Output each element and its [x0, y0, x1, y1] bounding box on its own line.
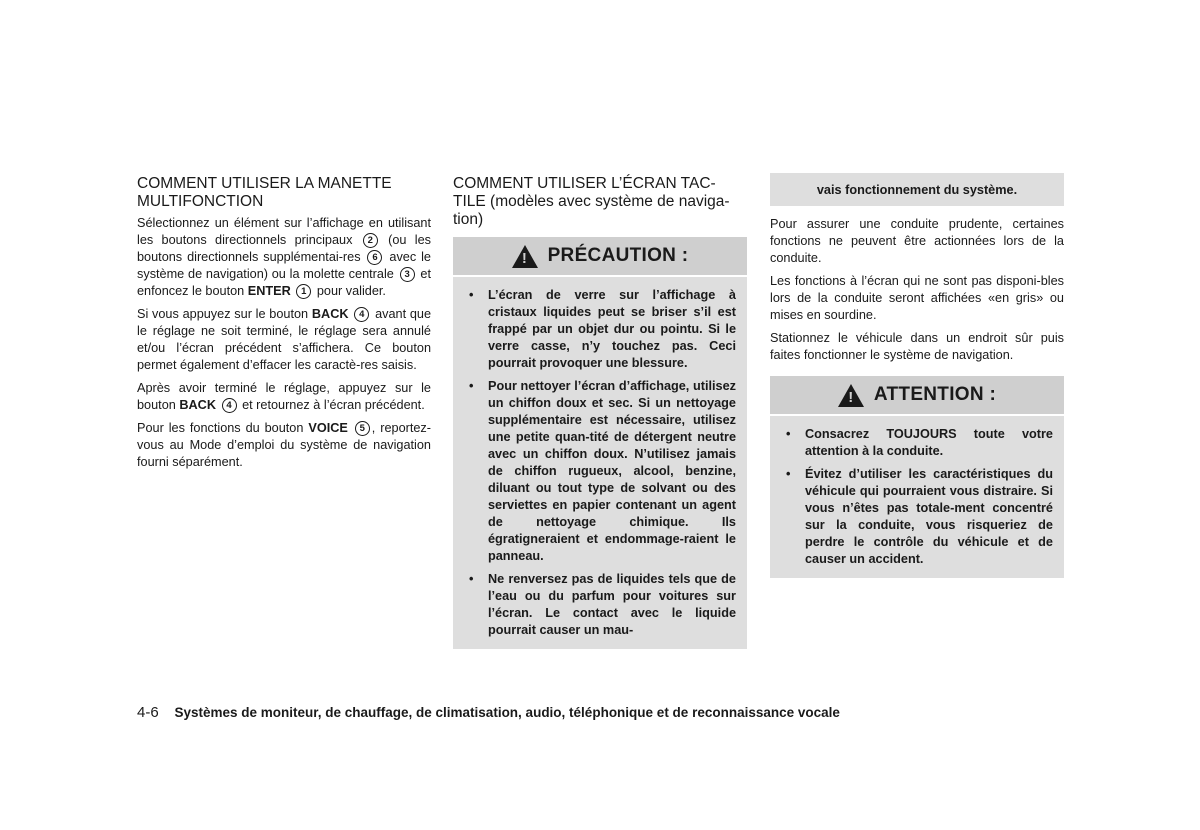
column-right — [770, 175, 1064, 578]
column-left — [137, 175, 431, 477]
callout-2-icon: 2 — [363, 233, 378, 248]
column-middle — [453, 175, 747, 649]
paragraph-unavailable: Les fonctions à l’écran qui ne sont pas disponi-bles lors de la conduite seront affichées «en gris» ou mises en sourdine. — [770, 274, 1064, 322]
text: , reportez-vous au Mode d’emploi du système de navigation fourni séparément. — [137, 421, 431, 469]
voice-label: VOICE — [308, 421, 348, 435]
warning-triangle-icon: ! — [838, 384, 864, 407]
precaution-box — [453, 277, 747, 649]
callout-1-icon: 1 — [296, 284, 311, 299]
precaution-continued: vais fonctionnement du système. — [770, 173, 1064, 206]
callout-5-icon: 5 — [355, 421, 370, 436]
text: avec le système de navigation) ou la molette centrale — [137, 250, 431, 281]
list-item: • Pour nettoyer l’écran d’affichage, utilisez un chiffon doux et sec. Si un nettoyage supplémentaire est nécessaire, utilisez une petite quan-tité de détergent neutre avec un chiffon doux. N’utilisez jamais de chiffon rugueux, alcool, benzine, diluant ou tout type de solvant ou des serviettes en papier contenant un agent de nettoyage chimique. Ils égratigneraient et endommage-raient le panneau. — [464, 378, 736, 565]
back-label: BACK — [311, 307, 349, 321]
attention-box — [770, 416, 1064, 578]
callout-3-icon: 3 — [400, 267, 415, 282]
page-footer — [137, 704, 840, 721]
list-item: • Ne renversez pas de liquides tels que de l’eau ou du parfum pour voitures sur l’écran. Le contact avec le liquide pourrait causer un mau- — [464, 571, 736, 639]
callout-6-icon: 6 — [367, 250, 382, 265]
paragraph-voice — [137, 420, 431, 471]
text: et enfoncez le bouton — [137, 267, 431, 298]
heading-sub: (modèles avec système de naviga-tion) — [453, 193, 730, 228]
text: Si vous appuyez sur le bouton — [137, 307, 309, 321]
paragraph-after-setting — [137, 380, 431, 414]
text: Sélectionnez un élément sur l’affichage en utilisant les boutons directionnels principaux — [137, 216, 431, 247]
paragraph-park: Stationnez le véhicule dans un endroit sûr puis faites fonctionner le système de navigation. — [770, 331, 1064, 362]
page-number: 4-6 — [137, 704, 159, 721]
text: Pour les fonctions du bouton — [137, 421, 304, 435]
text: Après avoir terminé le réglage, appuyez sur le bouton — [137, 381, 431, 412]
paragraph-safe-driving: Pour assurer une conduite prudente, certaines fonctions ne peuvent être actionnées lors de la conduite. — [770, 217, 1064, 265]
attention-header — [770, 376, 1064, 414]
text: pour valider. — [316, 284, 386, 298]
enter-label: ENTER — [247, 284, 291, 298]
precaution-title: PRÉCAUTION : — [547, 245, 689, 266]
back-label: BACK — [179, 398, 216, 412]
paragraph-select — [137, 215, 431, 300]
warning-triangle-icon: ! — [512, 245, 538, 268]
callout-4-icon: 4 — [354, 307, 369, 322]
precaution-header — [453, 237, 747, 275]
paragraph-back — [137, 306, 431, 374]
list-item: • Évitez d’utiliser les caractéristiques du véhicule qui pourraient vous distraire. Si vous n’êtes pas totale-ment concentré sur la conduite, vous risqueriez de perdre le contrôle du véhicule et de causer un accident. — [781, 466, 1053, 568]
section-heading-touchscreen — [453, 175, 747, 229]
section-heading-multifunction: COMMENT UTILISER LA MANETTE MULTIFONCTION — [137, 175, 392, 210]
list-item: • Consacrez TOUJOURS toute votre attention à la conduite. — [781, 426, 1053, 460]
list-item: • L’écran de verre sur l’affichage à cristaux liquides peut se briser s’il est frappé par un objet dur ou pointu. Si le verre casse, n’y touchez pas. Ceci pourrait provoquer une blessure. — [464, 287, 736, 372]
callout-4-icon: 4 — [222, 398, 237, 413]
text: avant que le réglage ne soit terminé, le réglage sera annulé et/ou l’écran précédent s’affichera. Ce bouton permet également d’effacer les caractè-res saisis. — [137, 307, 432, 372]
heading-main: COMMENT UTILISER L’ÉCRAN TAC-TILE — [453, 175, 716, 210]
attention-title: ATTENTION : — [873, 384, 997, 405]
text: et retournez à l’écran précédent. — [242, 398, 425, 412]
text: (ou les boutons directionnels supplémentai-res — [137, 233, 431, 264]
chapter-title: Systèmes de moniteur, de chauffage, de climatisation, audio, téléphonique et de reconnaissance vocale — [174, 705, 840, 720]
